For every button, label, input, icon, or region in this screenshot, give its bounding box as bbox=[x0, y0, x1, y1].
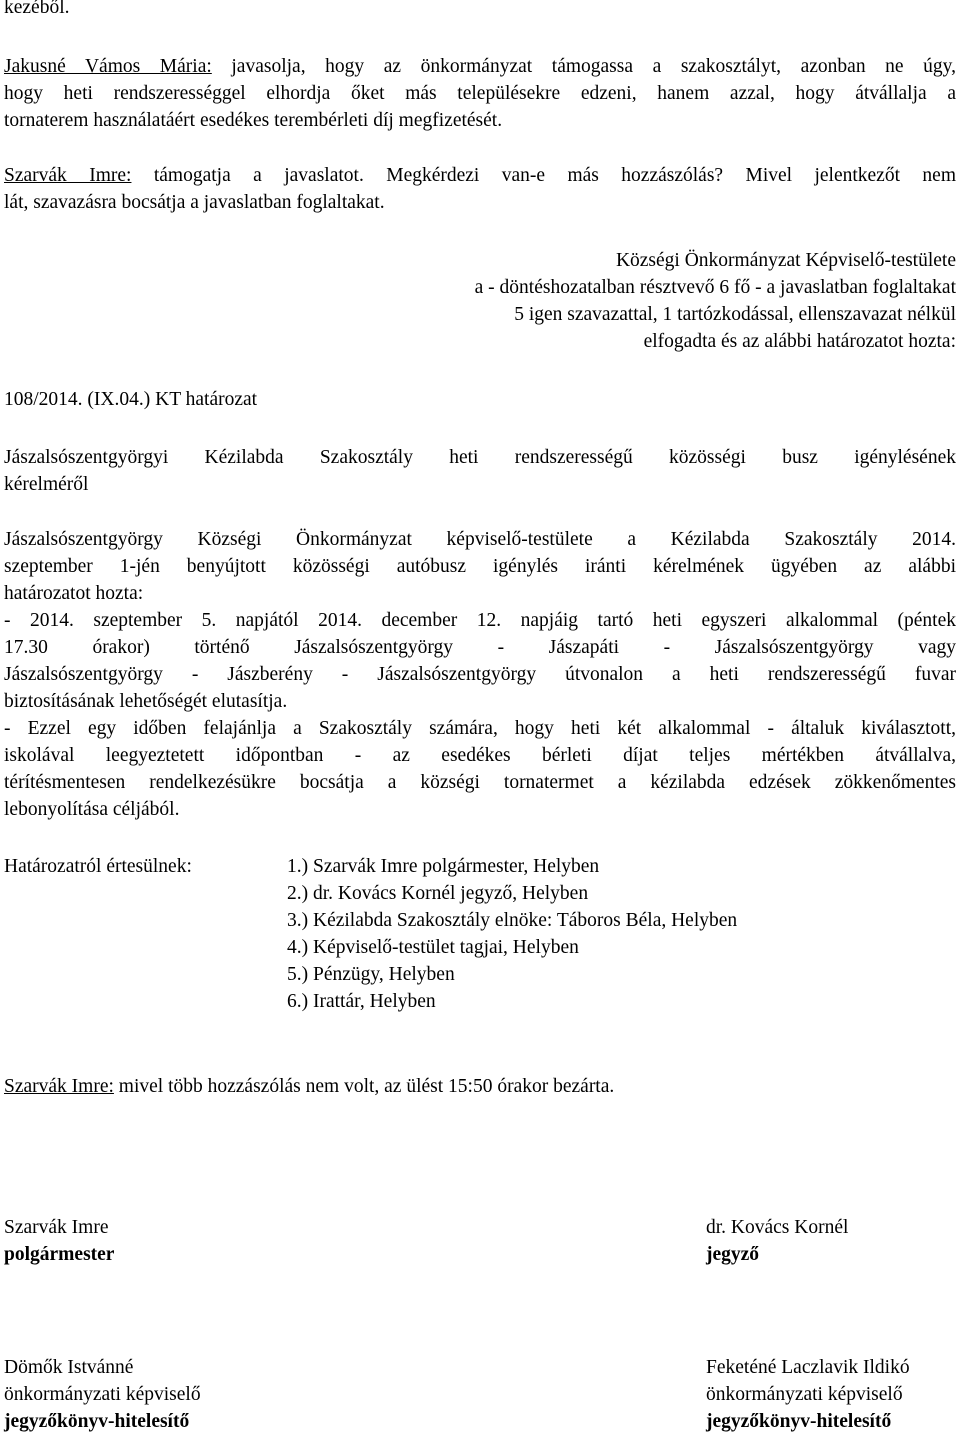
paragraph-2-line-1 bbox=[4, 162, 956, 189]
notify-item: 3.) Kézilabda Szakosztály elnöke: Táboros Béla, Helyben bbox=[287, 910, 738, 931]
signature-authenticator-1-title: jegyzőkönyv-hitelesítő bbox=[4, 1411, 190, 1432]
paragraph-text: javasolja, hogy az önkormányzat támogassa a szakosztályt, azonban ne úgy, bbox=[211, 56, 957, 77]
speaker-name: Szarvák Imre: bbox=[4, 165, 132, 186]
resolution-body-line: biztosításának lehetőségét elutasítja. bbox=[4, 691, 288, 712]
resolution-body-line: - Ezzel egy időben felajánlja a Szakosztály számára, hogy heti két alkalommal - általuk kiválasztott, bbox=[4, 718, 956, 739]
notify-item: 6.) Irattár, Helyben bbox=[287, 991, 436, 1012]
notify-item: 4.) Képviselő-testület tagjai, Helyben bbox=[287, 937, 579, 958]
vote-line-4: elfogadta és az alábbi határozatot hozta: bbox=[643, 331, 956, 352]
resolution-body-line: iskolával leegyeztetett időpontban - az esedékes bérleti díjat teljes mértékben átvállalva, bbox=[4, 745, 956, 766]
speaker-name: Jakusné Vámos Mária: bbox=[4, 56, 212, 77]
notify-item: 2.) dr. Kovács Kornél jegyző, Helyben bbox=[287, 883, 589, 904]
signature-authenticator-1-name: Dömők Istvánné bbox=[4, 1357, 134, 1378]
resolution-title-line-1: Jászalsószentgyörgyi Kézilabda Szakosztály heti rendszerességű közösségi busz igénylésének bbox=[4, 447, 956, 468]
vote-line-1: Községi Önkormányzat Képviselő-testülete bbox=[615, 250, 956, 271]
resolution-body-line: Jászalsószentgyörgy Községi Önkormányzat képviselő-testülete a Kézilabda Szakosztály 2014. bbox=[4, 529, 956, 550]
resolution-body-line: 17.30 órakor) történő Jászalsószentgyörgy - Jászapáti - Jászalsószentgyörgy vagy bbox=[4, 637, 956, 658]
top-fragment: kezéből. bbox=[4, 0, 70, 18]
paragraph-1-line-1 bbox=[4, 53, 956, 80]
signature-notary-name: dr. Kovács Kornél bbox=[706, 1217, 849, 1238]
resolution-title-line-2: kérelméről bbox=[4, 474, 89, 495]
resolution-body-line: szeptember 1-jén benyújtott közösségi autóbusz igénylés iránti kérelmének ügyében az alábbi bbox=[4, 556, 956, 577]
paragraph-2-line-2: lát, szavazásra bocsátja a javaslatban foglaltakat. bbox=[4, 192, 385, 213]
signature-authenticator-2-title: jegyzőkönyv-hitelesítő bbox=[706, 1411, 892, 1432]
signature-notary-title: jegyző bbox=[706, 1244, 760, 1265]
notify-item: 5.) Pénzügy, Helyben bbox=[287, 964, 455, 985]
signature-authenticator-2-name: Feketéné Laczlavik Ildikó bbox=[706, 1357, 910, 1378]
resolution-body-line: Jászalsószentgyörgy - Jászberény - Jászalsószentgyörgy útvonalon a heti rendszerességű fuvar bbox=[4, 664, 956, 685]
signature-mayor-name: Szarvák Imre bbox=[4, 1217, 109, 1238]
paragraph-text: támogatja a javaslatot. Megkérdezi van-e más hozzászólás? Mivel jelentkezőt nem bbox=[131, 165, 956, 186]
resolution-body-line: lebonyolítása céljából. bbox=[4, 799, 180, 820]
notify-item: 1.) Szarvák Imre polgármester, Helyben bbox=[287, 856, 600, 877]
paragraph-1-line-3: tornaterem használatáért esedékes terembérleti díj megfizetését. bbox=[4, 110, 503, 131]
paragraph-1-line-2: hogy heti rendszerességgel elhordja őket más településekre edzeni, hanem azzal, hogy átvállalja a bbox=[4, 83, 956, 104]
vote-line-2: a - döntéshozatalban résztvevő 6 fő - a javaslatban foglaltakat bbox=[474, 277, 956, 298]
resolution-body-line: határozatot hozta: bbox=[4, 583, 144, 604]
resolution-number: 108/2014. (IX.04.) KT határozat bbox=[4, 389, 258, 410]
closing-statement bbox=[4, 1073, 614, 1100]
resolution-body-line: térítésmentesen rendelkezésükre bocsátja a községi tornatermet a kézilabda edzések zökkenőmentes bbox=[4, 772, 956, 793]
closing-text: mivel több hozzászólás nem volt, az ülést 15:50 órakor bezárta. bbox=[113, 1076, 615, 1097]
signature-mayor-title: polgármester bbox=[4, 1244, 115, 1265]
vote-line-3: 5 igen szavazattal, 1 tartózkodással, ellenszavazat nélkül bbox=[514, 304, 956, 325]
signature-authenticator-2-role: önkormányzati képviselő bbox=[706, 1384, 903, 1405]
notify-label: Határozatról értesülnek: bbox=[4, 856, 192, 877]
resolution-body-line: - 2014. szeptember 5. napjától 2014. december 12. napjáig tartó heti egyszeri alkalommal (péntek bbox=[4, 610, 956, 631]
signature-authenticator-1-role: önkormányzati képviselő bbox=[4, 1384, 201, 1405]
speaker-name: Szarvák Imre: bbox=[4, 1076, 114, 1097]
